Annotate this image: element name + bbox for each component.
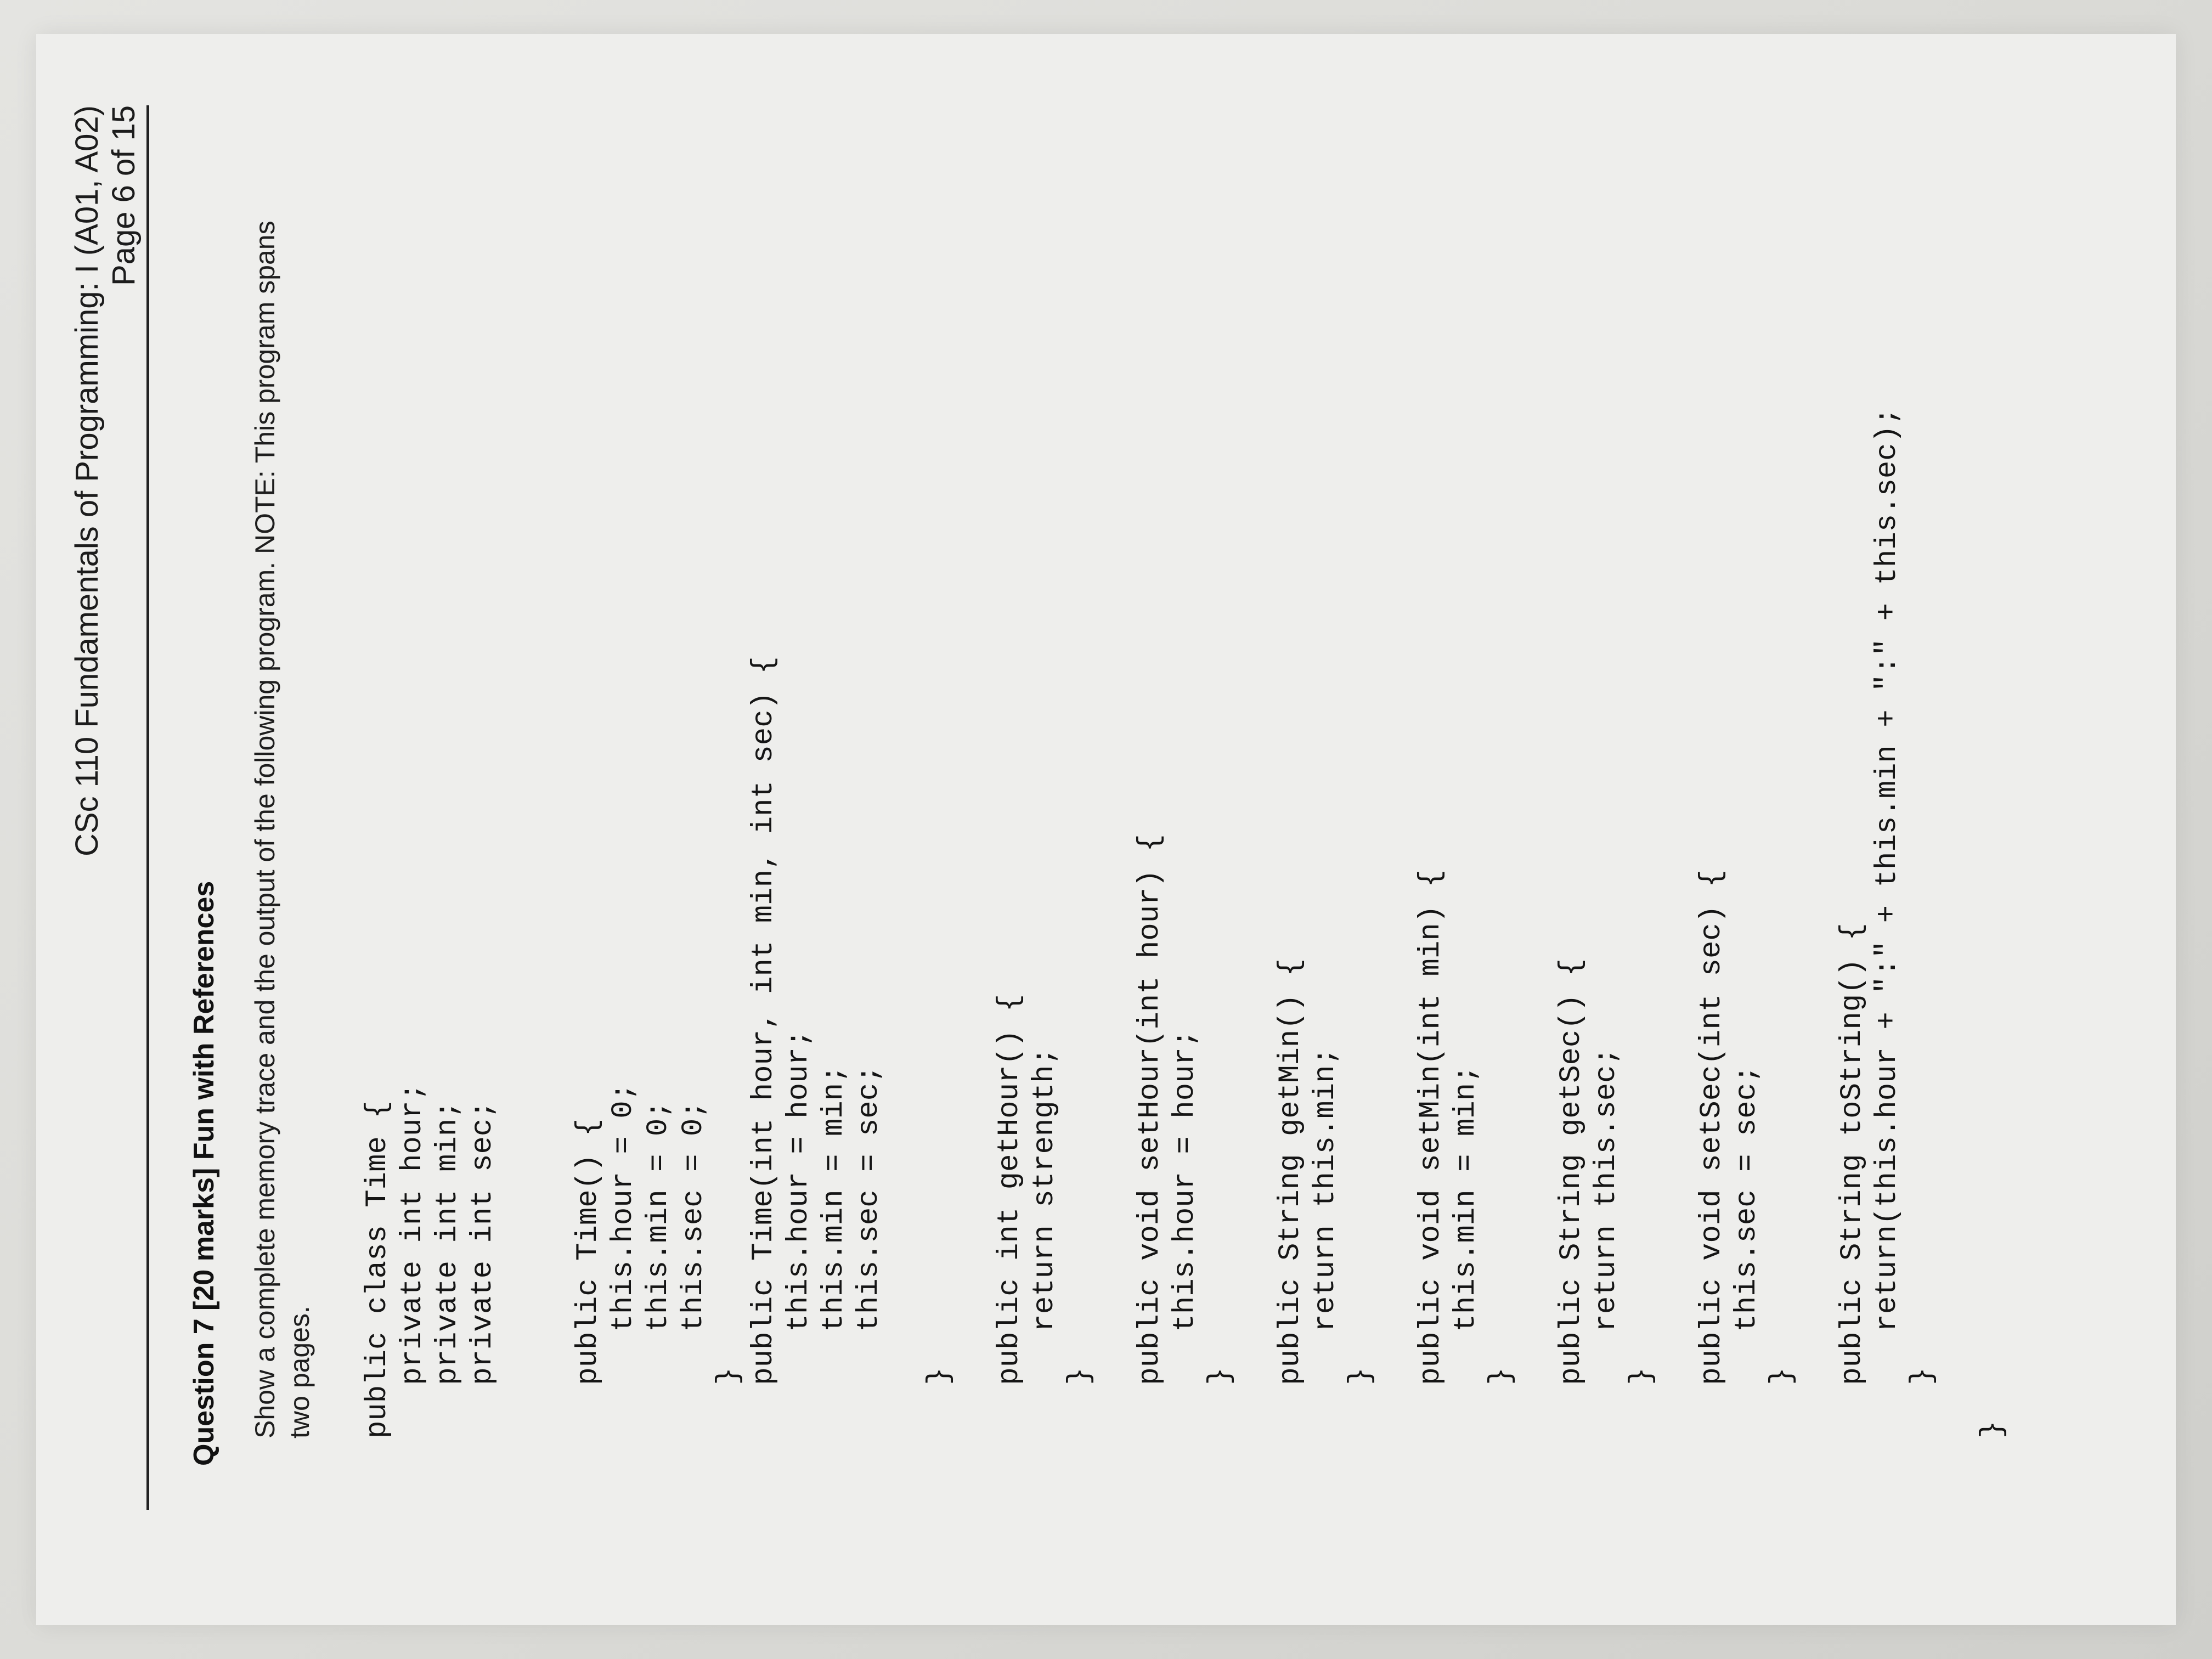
code-line [887,105,922,1438]
code-line: } [712,1367,746,1438]
course-title: CSc 110 Fundamentals of Programming: I (A01, A02) [69,105,105,857]
code-line: return strength; [1028,1047,1062,1438]
code-line: public String getMin() { [1274,958,1308,1438]
code-line: public String getSec() { [1555,958,1589,1438]
code-line: public class Time { [361,1101,395,1438]
code-listing [360,105,2011,1438]
code-line: this.hour = hour; [782,1029,816,1438]
code-line: } [1976,1420,2010,1438]
code-line [1519,105,1554,1438]
code-line: this.hour = 0; [607,1082,641,1438]
code-line [1660,105,1695,1438]
code-line: public String toString() { [1836,923,1870,1438]
code-line: } [1485,1367,1519,1438]
code-line: } [1063,1367,1097,1438]
code-line [1940,105,1976,1438]
header-divider [146,105,149,1510]
code-line [957,105,992,1438]
page-content [69,105,2011,1510]
code-line: } [923,1367,957,1438]
code-line [1379,105,1414,1438]
code-line: private int min; [431,1101,465,1438]
code-line: } [1344,1367,1378,1438]
code-line: public void setSec(int sec) { [1695,870,1729,1438]
code-line: public void setHour(int hour) { [1133,834,1167,1438]
code-line: return this.min; [1309,1047,1343,1438]
code-line: this.min = min; [1449,1065,1483,1438]
question-instructions: Show a complete memory trace and the output of the following program. NOTE: This program spans two pages. [250,221,315,1438]
code-line: } [1765,1367,1799,1438]
code-line: this.sec = 0; [677,1101,711,1438]
code-line [1098,105,1133,1438]
code-line: this.sec = sec; [1730,1065,1764,1438]
code-line: public Time() { [572,1118,606,1438]
code-line [1238,105,1273,1438]
exam-page [36,34,2176,1625]
code-line: public Time(int hour, int min, int sec) { [747,656,781,1438]
code-line: return(this.hour + ":" + this.min + ":" + this.sec); [1871,407,1905,1438]
code-line: this.sec = sec; [853,1065,887,1438]
page-number: Page 6 of 15 [105,105,142,286]
code-line [536,105,571,1438]
code-line: } [1906,1367,1940,1438]
code-line: this.hour = hour; [1169,1029,1203,1438]
code-line: return this.sec; [1590,1047,1624,1438]
code-line: private int hour; [396,1082,430,1438]
code-line: } [1625,1367,1659,1438]
code-line: public int getHour() { [993,994,1027,1438]
code-line: this.min = min; [817,1065,851,1438]
code-line [1800,105,1835,1438]
code-line: this.min = 0; [642,1101,676,1438]
code-line: private int sec; [466,1101,500,1438]
code-line: } [1204,1367,1238,1438]
code-line [501,105,536,1438]
code-line: public void setMin(int min) { [1414,870,1448,1438]
question-title: Question 7 [20 marks] Fun with References [188,881,221,1466]
